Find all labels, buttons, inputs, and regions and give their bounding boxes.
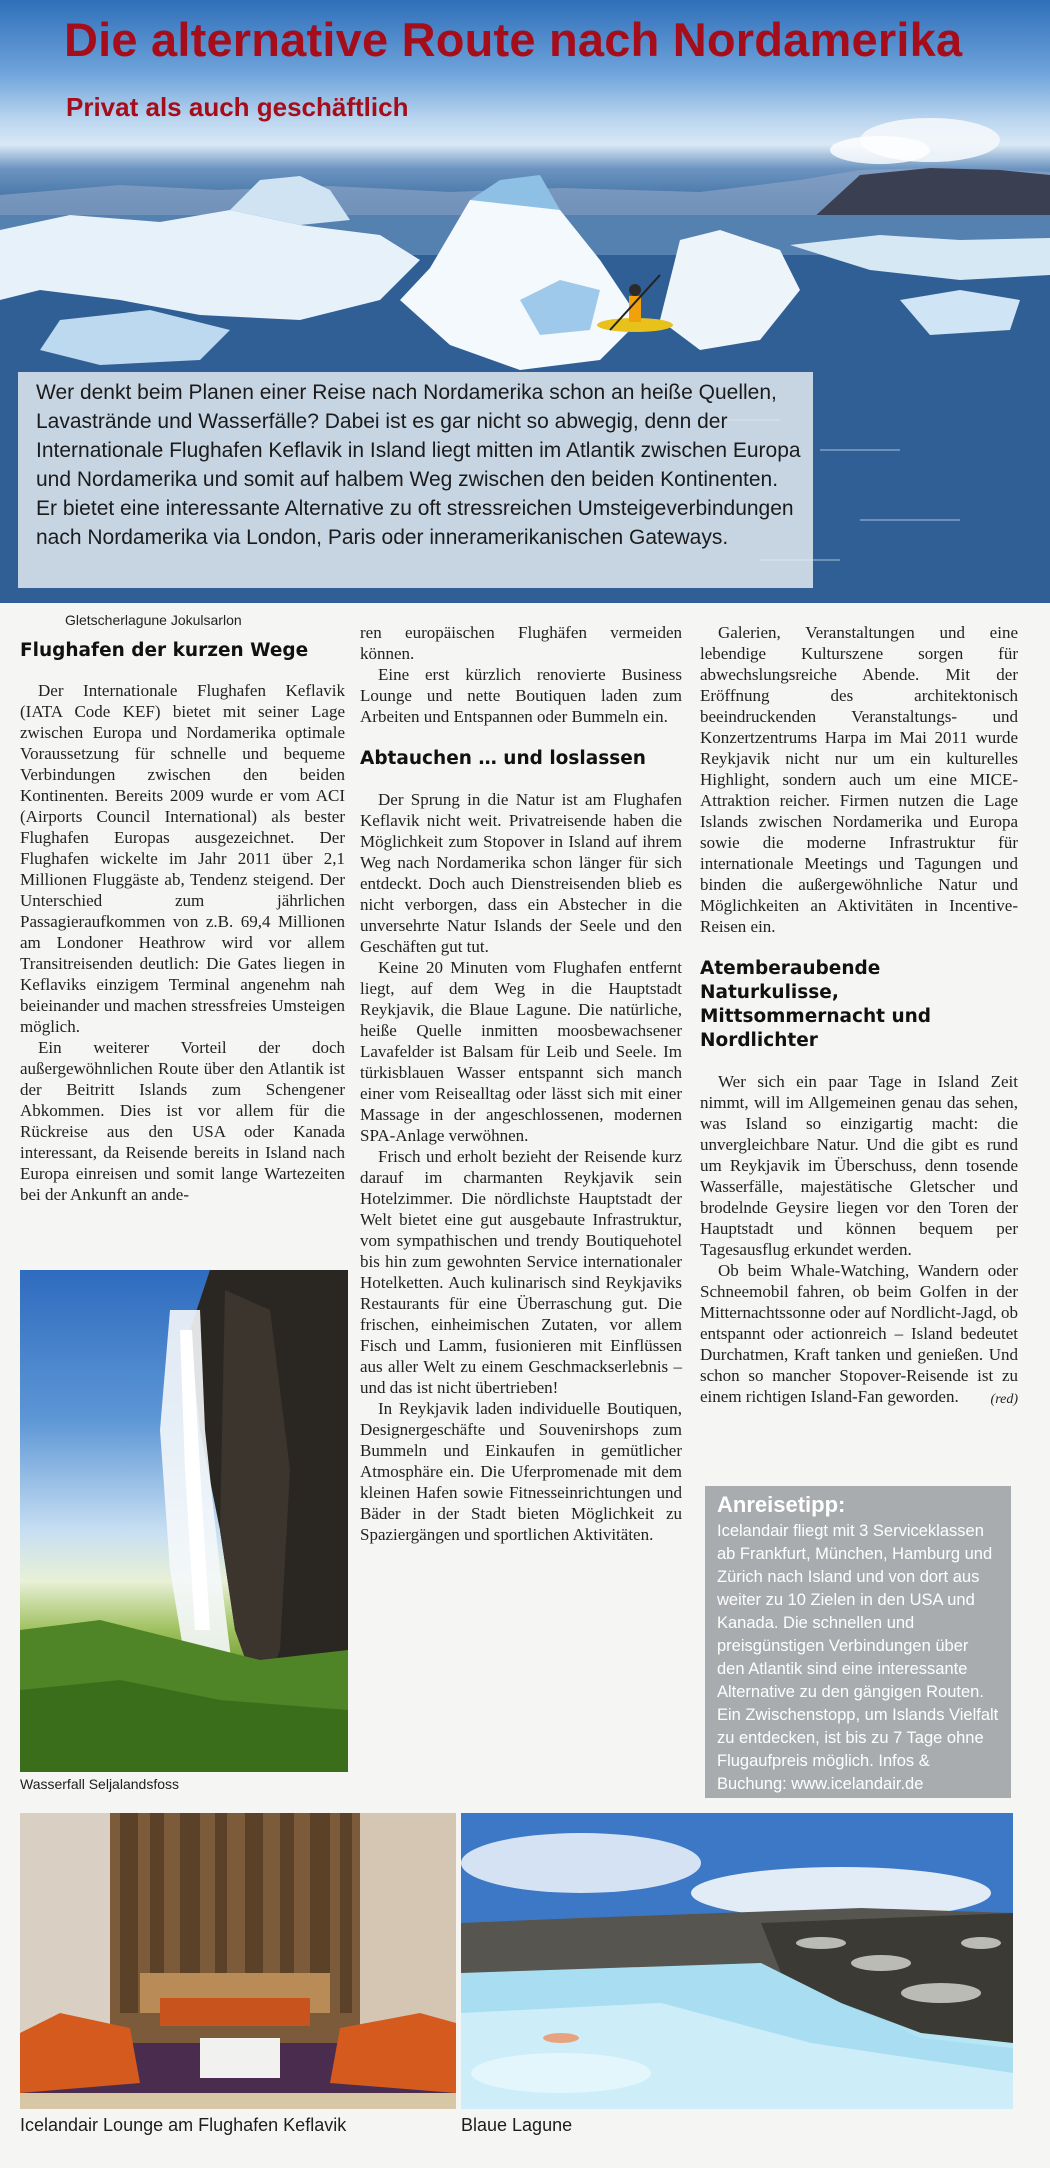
col2-paragraph-1: Eine erst kürzlich renovierte Business Lounge und nette Boutiquen laden zum Arbeiten und Entspannen oder Bummeln ein. [360,665,682,726]
col3-paragraph-1: Galerien, Veranstaltungen und eine lebendige Kulturszene sorgen für abwechslungsreiche Abende. Mit der Eröffnung des architektonisch beeindruckenden Veranstaltungs- und Konzertzentrums Harpa im Mai 2011 wurde Reykjavik nicht nur um ein kulturelles Highlight, sondern auch um eine MICE-Attraktion reicher. Firmen nutzen die Lage Islands zwischen Nordamerika und Europa sowie die moderne Infrastruktur für internationale Meetings und Tagungen und binden die außergewöhnliche Natur und Möglichkeiten an Aktivitäten in Incentive-Reisen ein. [700,623,1018,936]
heading-flughafen: Flughafen der kurzen Wege [20,640,309,661]
tip-body: Icelandair fliegt mit 3 Serviceklassen ab Frankfurt, München, Hamburg und Zürich nach Island und von dort aus weiter zu 10 Zielen in den USA und Kanada. Die schnellen und preisgünstigen Verbindungen über den Atlantik sind eine interessante Alternative zu den gängigen Routen. Ein Zwischenstopp, um Islands Vielfalt zu entdecken, ist bis zu 7 Tage ohne Flugaufpreis möglich. Infos & Buchung: www.icelandair.de [717,1522,999,1793]
hero-caption: Gletscherlagune Jokulsarlon [65,612,242,628]
intro-text-box [18,372,813,588]
lagoon-illustration [461,1813,1013,2109]
photo-blue-lagoon [461,1813,1013,2109]
col3-paragraph-2: Wer sich ein paar Tage in Island Zeit nimmt, will im Allgemeinen genau das sehen, was Island so einzigartig macht: die unvergleichbare Natur. Und die gibt es rund um Reykjavik im Überschuss, denn tosende Wasserfälle, majestätische Gletscher und brodelnde Geysire liegen vor den Toren der Hauptstadt und können bequem per Tagesausflug erkundet werden. [700,1072,1018,1259]
lounge-illustration [20,1813,456,2109]
caption-lagoon: Blaue Lagune [461,2115,573,2135]
travel-tip-box [705,1486,1011,1798]
heading-naturkulisse: Atemberaubende Naturkulisse, Mittsommernacht und Nordlichter [700,958,932,1051]
caption-waterfall: Wasserfall Seljalandsfoss [20,1776,179,1792]
photo-lounge [20,1813,456,2109]
waterfall-illustration [20,1270,348,1772]
author-signature: (red) [990,1392,1018,1407]
col3-paragraph-3: Ob beim Whale-Watching, Wandern oder Schneemobil fahren, ob beim Golfen in der Mitternachtssonne oder auf Nordlicht-Jagd, ob entspannt oder actionreich – Island bedeutet Durchatmen, Kraft tanken und genießen. Und schon so mancher Stopover-Reisende ist zu einem richtigen Island-Fan geworden. [700,1261,1018,1406]
column-2 [360,622,682,1545]
caption-lounge: Icelandair Lounge am Flughafen Keflavik [20,2115,347,2135]
page-subtitle: Privat als auch geschäftlich [66,92,409,122]
col1-paragraph-2: Ein weiterer Vorteil der doch außergewöhnlichen Route über den Atlantik ist der Beitritt Islands zum Schengener Abkommen. Dies ist vor allem für die Rückreise aus den USA oder Kanada interessant, da Reisende bereits in Island nach Europa einreisen und somit lange Wartezeiten bei der Ankunft an ande- [20,1038,345,1204]
col2-paragraph-4: Frisch und erholt bezieht der Reisende kurz darauf im charmanten Reykjavik sein Hotelzimmer. Die nördlichste Hauptstadt der Welt bietet eine gut ausgebaute Infrastruktur, vom sympathischen und trendy Boutiquehotel bis hin zum gewohnten Service internationaler Hotelketten. Auch kulinarisch sind Reykjaviks Restaurants für eine Überraschung gut. Die frischen, einheimischen Zutaten, vor allem Fisch und Lamm, fusionieren mit Einflüssen aus aller Welt zu einem Geschmackserlebnis – und das ist nicht übertrieben! [360,1147,682,1397]
tip-heading: Anreisetipp: [717,1492,846,1517]
photo-waterfall [20,1270,348,1772]
col2-paragraph-5: In Reykjavik laden individuelle Boutiquen, Designergeschäfte und Souvenirshops zum Bummeln und Einkaufen in gemütlicher Atmosphäre ein. Die Uferpromenade mit dem kleinen Hafen sowie Fitnesseinrichtungen und Bäder in der Stadt bieten Möglichkeit zu Spaziergängen und sportlichen Aktivitäten. [360,1399,682,1544]
page-title: Die alternative Route nach Nordamerika [64,13,963,66]
intro-text: Wer denkt beim Planen einer Reise nach Nordamerika schon an heiße Quellen, Lavastrände und Wasserfälle? Dabei ist es gar nicht so abwegig, denn der Internationale Flughafen Keflavik in Island liegt mitten im Atlantik zwischen Europa und Nordamerika und somit auf halbem Weg zwischen den beiden Kontinenten. Er bietet eine interessante Alternative zu oft stressreichen Umsteigeverbindungen nach Nordamerika via London, Paris oder inneramerikanischen Gateways. [36,381,801,549]
col1-paragraph-1: Der Internationale Flughafen Keflavik (IATA Code KEF) bietet mit seiner Lage zwischen Europa und Nordamerika optimale Voraussetzung für schnelle und bequeme Verbindungen zwischen den beiden Kontinenten. Bereits 2009 wurde er vom ACI (Airports Council International) als bester Flughafen Europas ausgezeichnet. Der Flughafen wickelte im Jahr 2011 über 2,1 Millionen Fluggäste ab, Tendenz steigend. Der Unterschied zum jährlichen Passagieraufkommen von z.B. 69,4 Millionen am Londoner Heathrow wird vor allem Transitreisenden deutlich: Die Gates liegen in Keflaviks einzigem Terminal angenehm nah beieinander und machen stressfreies Umsteigen möglich. [20,681,345,1036]
col2-paragraph-0: ren europäischen Flughäfen vermeiden können. [360,623,682,663]
hero-photo-glacier-lagoon [0,0,1050,603]
col2-paragraph-2: Der Sprung in die Natur ist am Flughafen Keflavik nicht weit. Privatreisende haben die Möglichkeit zum Stopover in Island auf ihrem Weg nach Nordamerika schon länger für sich entdeckt. Doch auch Dienstreisenden blieb es nicht verborgen, dass ein Abstecher in die unversehrte Natur Islands der Seele und den Geschäften gut tut. [360,790,682,956]
col2-paragraph-3: Keine 20 Minuten vom Flughafen entfernt liegt, auf dem Weg in die Hauptstadt Reykjavik, die Blaue Lagune. Die natürliche, heiße Quelle inmitten moosbewachsener Lavafelder ist Balsam für Leib und Seele. Im türkisblauen Wasser entspannt sich manch einer vom Reisealltag oder lässt sich mit einer Massage in der angeschlossenen, modernen SPA-Anlage verwöhnen. [360,958,682,1145]
heading-abtauchen: Abtauchen … und loslassen [360,748,646,769]
column-1 [20,610,345,1205]
column-3 [700,622,1018,1410]
